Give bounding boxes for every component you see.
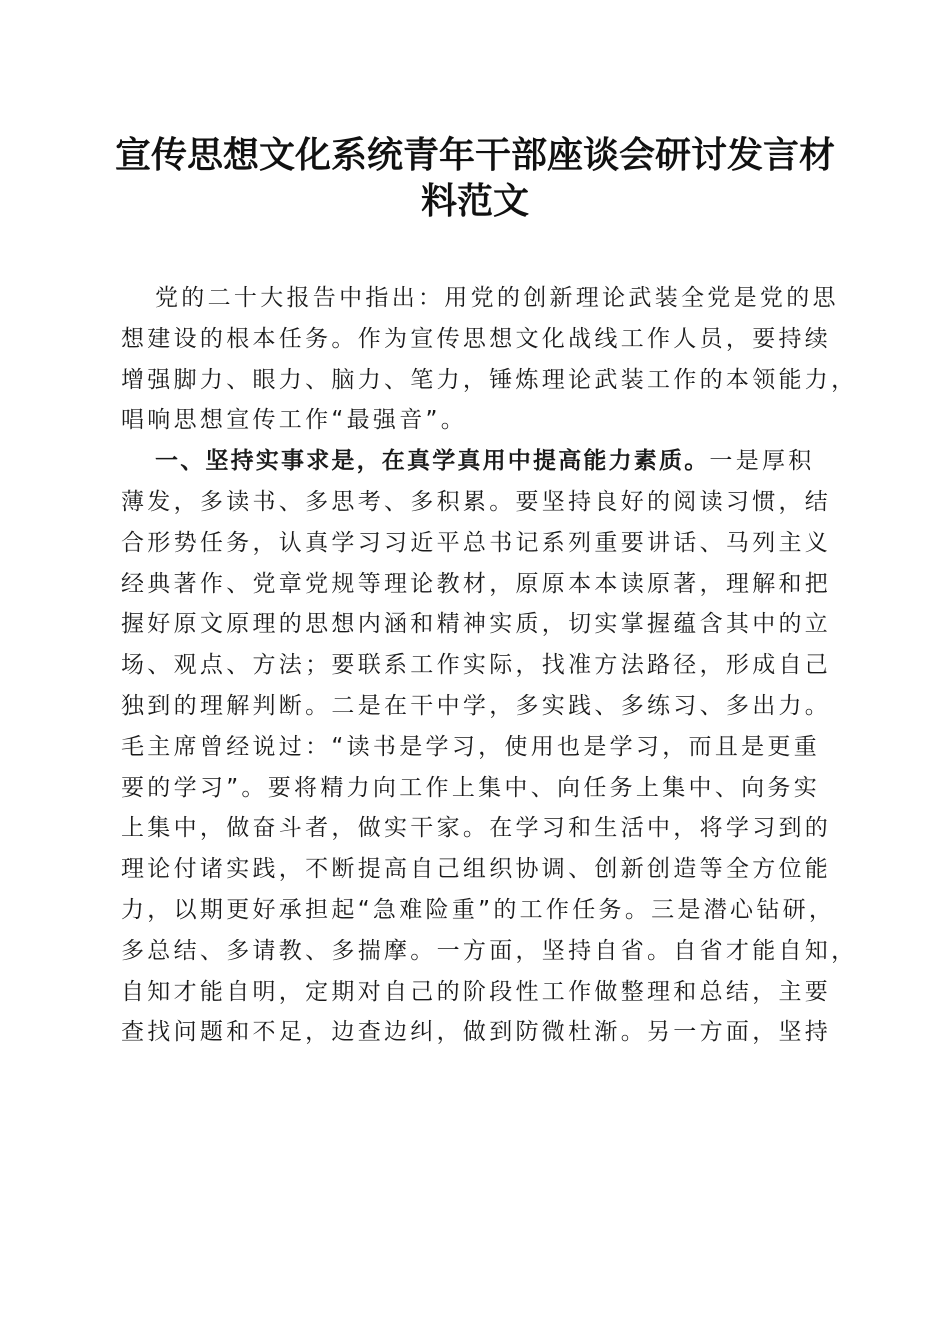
section-1-first-line (121, 441, 841, 482)
paragraph-line: 想建设的根本任务。作为宣传思想文化战线工作人员，要持续 (121, 325, 832, 352)
paragraph-line: 查找问题和不足，边查边纠，做到防微杜渐。另一方面，坚持 (121, 1019, 832, 1046)
section-1-paragraph (121, 441, 858, 1053)
title-line-1: 宣传思想文化系统青年干部座谈会研讨发言材 (114, 134, 835, 176)
section-1-first-line-rest: 一是厚积 (709, 448, 815, 475)
paragraph-line: 增强脚力、眼力、脑力、笔力，锤炼理论武装工作的本领能力， (121, 366, 858, 393)
paragraph-line: 经典著作、党章党规等理论教材，原原本本读原著，理解和把 (121, 570, 832, 597)
paragraph-line: 薄发，多读书、多思考、多积累。要坚持良好的阅读习惯，结 (121, 488, 832, 515)
paragraph-line: 合形势任务，认真学习习近平总书记系列重要讲话、马列主义 (121, 529, 832, 556)
paragraph-line: 自知才能自明，定期对自己的阶段性工作做整理和总结，主要 (121, 978, 832, 1005)
paragraph-line: 毛主席曾经说过：“读书是学习，使用也是学习，而且是更重 (121, 733, 821, 760)
paragraph-line: 力，以期更好承担起“急难险重”的工作任务。三是潜心钻研， (121, 896, 836, 923)
paragraph-line: 上集中，做奋斗者，做实干家。在学习和生活中，将学习到的 (121, 815, 832, 842)
paragraph-line: 独到的理解判断。二是在干中学，多实践、多练习、多出力。 (121, 692, 832, 719)
intro-paragraph (121, 278, 858, 441)
paragraph-line: 握好原文原理的思想内涵和精神实质，切实掌握蕴含其中的立 (121, 611, 832, 638)
title-line-2: 料范文 (420, 180, 529, 222)
document-title (100, 132, 850, 224)
document-body (121, 278, 858, 1053)
paragraph-line: 场、观点、方法；要联系工作实际，找准方法路径，形成自己 (121, 652, 832, 679)
paragraph-line: 多总结、多请教、多揣摩。一方面，坚持自省。自省才能自知， (121, 937, 858, 964)
paragraph-line: 要的学习”。要将精力向工作上集中、向任务上集中、向务实 (121, 774, 821, 801)
section-1-heading: 一、坚持实事求是，在真学真用中提高能力素质。 (155, 448, 710, 475)
paragraph-line: 理论付诸实践，不断提高自己组织协调、创新创造等全方位能 (121, 856, 832, 883)
paragraph-line: 唱响思想宣传工作“最强音”。 (121, 407, 468, 434)
paragraph-line: 党的二十大报告中指出：用党的创新理论武装全党是党的思 (155, 285, 839, 311)
